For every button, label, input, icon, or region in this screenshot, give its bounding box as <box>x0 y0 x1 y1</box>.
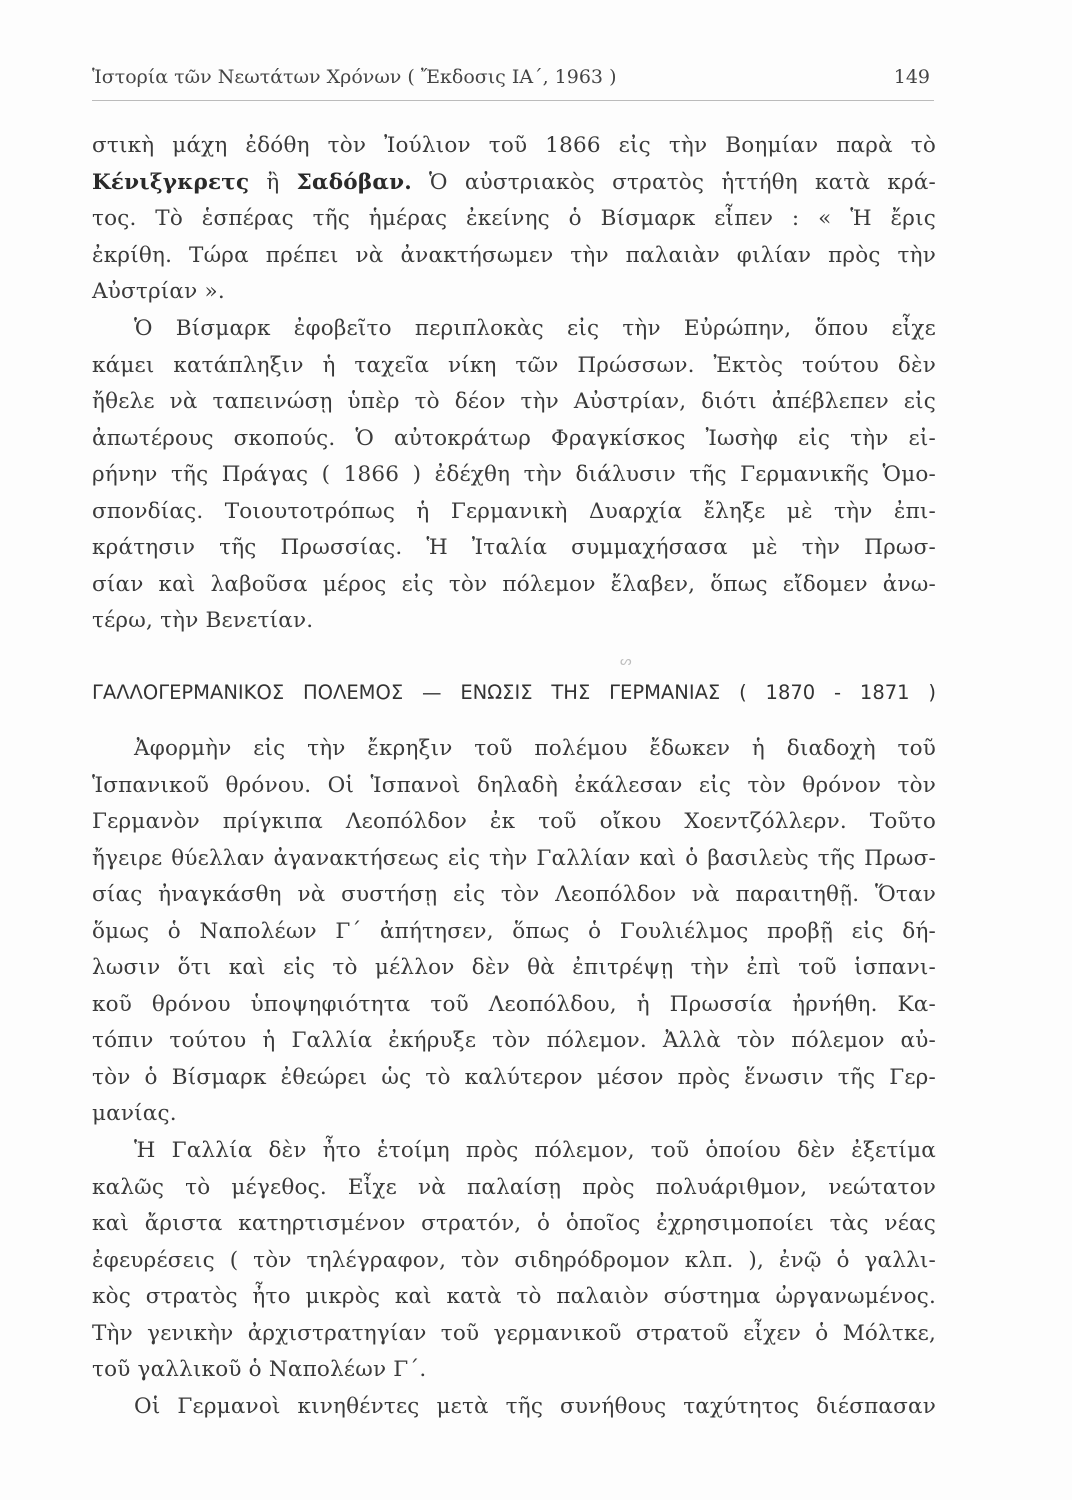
text-fragment: ἢ <box>249 169 297 195</box>
place-name-sadowa: Σαδόβαν. <box>296 169 412 195</box>
text-fragment: Ὁ αὐστριακὸς στρατὸς ἡττήθη κατὰ κρά- <box>411 169 937 195</box>
text-line: Ἀφορμὴν εἰς τὴν ἔκρηξιν τοῦ πολέμου ἔδωκεν ἡ διαδοχὴ τοῦ <box>134 736 936 761</box>
text-line: στικὴ μάχη ἐδόθη τὸν Ἰούλιον τοῦ 1866 εἰς τὴν Βοημίαν παρὰ τὸ <box>92 133 936 158</box>
text-line: ρήνην τῆς Πράγας ( 1866 ) ἐδέχθη τὴν διάλυσιν τῆς Γερμανικῆς Ὁμο- <box>92 462 936 487</box>
text-line: κάμει κατάπληξιν ἡ ταχεῖα νίκη τῶν Πρώσσων. Ἐκτὸς τούτου δὲν <box>92 352 936 378</box>
place-name-koniggratz: Κένιξγκρετς <box>92 169 250 195</box>
text-line: τὸν ὁ Βίσμαρκ ἐθεώρει ὡς τὸ καλύτερον μέσον πρὸς ἕνωσιν τῆς Γερ- <box>92 1064 936 1090</box>
text-line: Τὴν γενικὴν ἀρχιστρατηγίαν τοῦ γερμανικοῦ στρατοῦ εἶχεν ὁ Μόλτκε, <box>92 1320 936 1346</box>
text-line: ἐφευρέσεις ( τὸν τηλέγραφον, τὸν σιδηρόδρομον κλπ. ), ἐνῷ ὁ γαλλι- <box>92 1247 936 1273</box>
section-heading: ΓΑΛΛΟΓΕΡΜΑΝΙΚΟΣ ΠΟΛΕΜΟΣ — ΕΝΩΣΙΣ ΤΗΣ ΓΕΡΜΑΝΙΑΣ ( 1870 - 1871 ) <box>92 681 936 704</box>
text-line: Ἡ Γαλλία δὲν ἦτο ἑτοίμη πρὸς πόλεμον, τοῦ ὁποίου δὲν ἐξετίμα <box>134 1138 936 1163</box>
text-line: κοῦ θρόνου ὑποψηφιότητα τοῦ Λεοπόλδου, ἡ Πρωσσία ἠρνήθη. Κα- <box>92 991 936 1017</box>
text-line: σίαν καὶ λαβοῦσα μέρος εἰς τὸν πόλεμον ἔλαβεν, ὅπως εἴδομεν ἀνω- <box>92 571 936 597</box>
paragraph-spanish-succession <box>92 731 936 1133</box>
text-line: λωσιν ὅτι καὶ εἰς τὸ μέλλον δὲν θὰ ἐπιτρέψῃ τὴν ἐπὶ τοῦ ἱσπανι- <box>92 955 936 980</box>
text-line: σίας ἠναγκάσθη νὰ συστήσῃ εἰς τὸν Λεοπόλδον νὰ παραιτηθῇ. Ὅταν <box>92 882 936 907</box>
text-line: κὸς στρατὸς ἦτο μικρὸς καὶ κατὰ τὸ παλαιὸν σύστημα ὠργανωμένος. <box>92 1284 936 1309</box>
text-line: τος. Τὸ ἑσπέρας τῆς ἡμέρας ἐκείνης ὁ Βίσμαρκ εἶπεν : « Ἡ ἔρις <box>92 206 936 231</box>
text-line: ἀπωτέρους σκοπούς. Ὁ αὐτοκράτωρ Φραγκίσκος Ἰωσὴφ εἰς τὴν εἰ- <box>92 425 936 451</box>
paragraph-french-army <box>92 1133 936 1389</box>
text-line: Οἱ Γερμανοὶ κινηθέντες μετὰ τῆς συνήθους ταχύτητος διέσπασαν <box>134 1394 936 1419</box>
text-line: ἐκρίθη. Τώρα πρέπει νὰ ἀνακτήσωμεν τὴν παλαιὰν φιλίαν πρὸς τὴν <box>92 242 936 268</box>
text-line: τέρω, τὴν Βενετίαν. <box>92 608 314 633</box>
text-line: ὅμως ὁ Ναπολέων Γ΄ ἀπήτησεν, ὅπως ὁ Γουλιέλμος προβῇ εἰς δή- <box>92 918 936 944</box>
paragraph-continuation <box>92 128 936 311</box>
text-line: Αὐστρίαν ». <box>92 279 225 304</box>
text-line: Ἱσπανικοῦ θρόνου. Οἱ Ἱσπανοὶ δηλαδὴ ἐκάλεσαν εἰς τὸν θρόνον τὸν <box>92 772 936 798</box>
text-line: μανίας. <box>92 1101 177 1126</box>
running-header <box>92 66 934 96</box>
text-line: Ὁ Βίσμαρκ ἐφοβεῖτο περιπλοκὰς εἰς τὴν Εὐρώπην, ὅπου εἶχε <box>134 316 936 341</box>
text-line: καλῶς τὸ μέγεθος. Εἶχε νὰ παλαίσῃ πρὸς πολυάριθμον, νεώτατον <box>92 1174 936 1200</box>
text-line: ἤθελε νὰ ταπεινώσῃ ὑπὲρ τὸ δέον τὴν Αὐστρίαν, διότι ἀπέβλεπεν εἰς <box>92 389 936 414</box>
text-line: τόπιν τούτου ἡ Γαλλία ἐκήρυξε τὸν πόλεμον. Ἀλλὰ τὸν πόλεμον αὐ- <box>92 1028 936 1053</box>
text-line: Γερμανὸν πρίγκιπα Λεοπόλδον ἐκ τοῦ οἴκου Χοεντζόλλερν. Τοῦτο <box>92 809 936 834</box>
running-header-title: Ἱστορία τῶν Νεωτάτων Χρόνων ( Ἔκδοσις ΙΑ΄, 1963 ) <box>92 66 617 88</box>
page-number: 149 <box>893 66 930 88</box>
text-line: τοῦ γαλλικοῦ ὁ Ναπολέων Γ΄. <box>92 1357 427 1382</box>
header-rule <box>92 100 934 101</box>
text-line: σπονδίας. Τοιουτοτρόπως ἡ Γερμανικὴ Δυαρχία ἔληξε μὲ τὴν ἐπι- <box>92 498 936 524</box>
paragraph-bismarck <box>92 311 936 640</box>
text-line: κράτησιν τῆς Πρωσσίας. Ἡ Ἰταλία συμμαχήσασα μὲ τὴν Πρωσ- <box>92 535 936 560</box>
text-line <box>92 165 936 202</box>
print-smudge: ᔕ <box>620 654 632 669</box>
paragraph-german-advance <box>92 1389 936 1426</box>
text-line: καὶ ἄριστα κατηρτισμένον στρατόν, ὁ ὁποῖος ἐχρησιμοποίει τὰς νέας <box>92 1211 936 1236</box>
text-line: ἤγειρε θύελλαν ἀγανακτήσεως εἰς τὴν Γαλλίαν καὶ ὁ βασιλεὺς τῆς Πρωσ- <box>92 845 936 871</box>
